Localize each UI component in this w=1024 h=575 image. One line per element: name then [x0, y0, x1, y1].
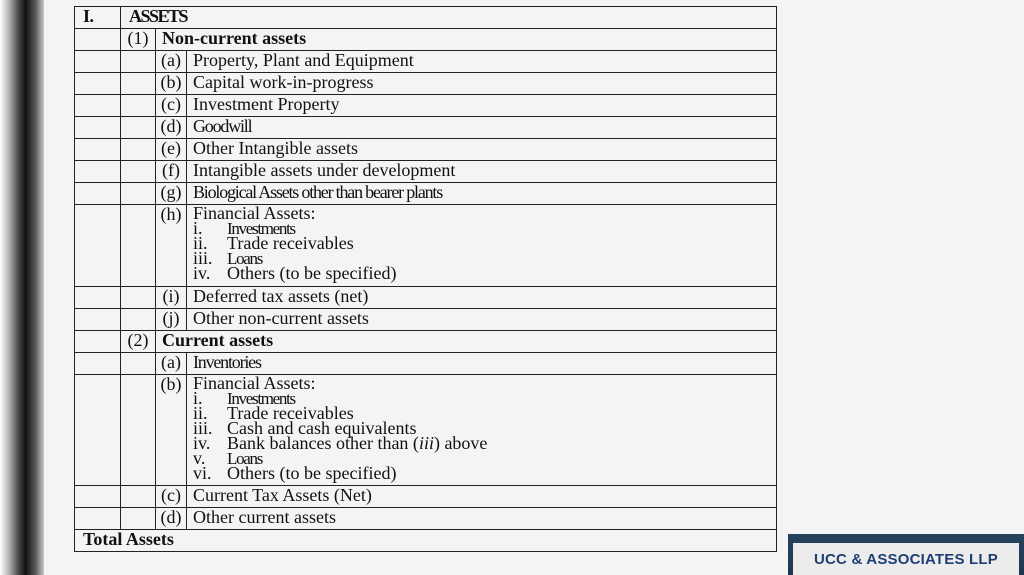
item-label: Property, Plant and Equipment — [187, 51, 777, 73]
table-row — [75, 117, 777, 139]
item-label: Goodwill — [187, 117, 777, 139]
item-label: Other Intangible assets — [187, 139, 777, 161]
item-letter: (i) — [156, 287, 187, 309]
table-row-group — [75, 331, 777, 353]
item-letter: (b) — [156, 73, 187, 95]
sub-item: i. Investments — [193, 218, 295, 238]
item-label: Biological Assets other than bearer plants — [187, 183, 777, 205]
sub-item: iii. Loans — [193, 248, 263, 268]
item-label: Other non-current assets — [187, 309, 777, 331]
item-label: Capital work-in-progress — [187, 73, 777, 95]
item-label: Other current assets — [187, 508, 777, 530]
sub-item: i. Investments — [193, 388, 295, 408]
section-number: I. — [75, 7, 121, 29]
sub-item: ii. Trade receivables — [193, 403, 354, 423]
table-row — [75, 95, 777, 117]
sub-item: iv. Bank balances other than (iii) above — [193, 433, 488, 453]
brand-banner — [788, 534, 1024, 575]
table-row-group — [75, 29, 777, 51]
table-row — [75, 486, 777, 508]
table-row — [75, 51, 777, 73]
brand-name: UCC & ASSOCIATES LLP — [793, 543, 1019, 575]
group-number: (1) — [121, 29, 156, 51]
item-letter: (d) — [156, 117, 187, 139]
item-letter: (j) — [156, 309, 187, 331]
item-label: Investment Property — [187, 95, 777, 117]
item-letter: (c) — [156, 486, 187, 508]
group-title: Non-current assets — [156, 29, 777, 51]
sub-item: ii. Trade receivables — [193, 233, 354, 253]
table-row-financial-assets — [75, 375, 777, 486]
table-row — [75, 73, 777, 95]
table-row — [75, 508, 777, 530]
balance-sheet-assets-table — [74, 6, 777, 552]
table-row-financial-assets — [75, 205, 777, 287]
item-letter: (a) — [156, 353, 187, 375]
sub-item: iii. Cash and cash equivalents — [193, 418, 417, 438]
item-label: Deferred tax assets (net) — [187, 287, 777, 309]
item-letter: (a) — [156, 51, 187, 73]
table-row — [75, 353, 777, 375]
table-row — [75, 139, 777, 161]
item-letter: (e) — [156, 139, 187, 161]
item-label: Inventories — [187, 353, 777, 375]
sub-item: v. Loans — [193, 448, 263, 468]
sub-item: iv. Others (to be specified) — [193, 263, 397, 283]
item-label: Intangible assets under development — [187, 161, 777, 183]
item-letter: (h) — [156, 205, 187, 287]
item-letter: (f) — [156, 161, 187, 183]
table-row-section — [75, 7, 777, 29]
table-row — [75, 183, 777, 205]
table-row-total — [75, 530, 777, 552]
item-label: Current Tax Assets (Net) — [187, 486, 777, 508]
item-letter: (g) — [156, 183, 187, 205]
sub-item: vi. Others (to be specified) — [193, 463, 397, 483]
table-row — [75, 161, 777, 183]
financial-assets-cell — [187, 375, 777, 486]
table-row — [75, 287, 777, 309]
group-number: (2) — [121, 331, 156, 353]
financial-assets-label: Financial Assets: — [193, 204, 316, 223]
group-title: Current assets — [156, 331, 777, 353]
table-row — [75, 309, 777, 331]
section-title: ASSETS — [121, 7, 777, 29]
side-gradient-bar — [0, 0, 44, 575]
item-letter: (c) — [156, 95, 187, 117]
financial-assets-cell — [187, 205, 777, 287]
financial-assets-label: Financial Assets: — [193, 374, 316, 393]
item-letter: (d) — [156, 508, 187, 530]
item-letter: (b) — [156, 375, 187, 486]
total-assets-label: Total Assets — [75, 530, 777, 552]
